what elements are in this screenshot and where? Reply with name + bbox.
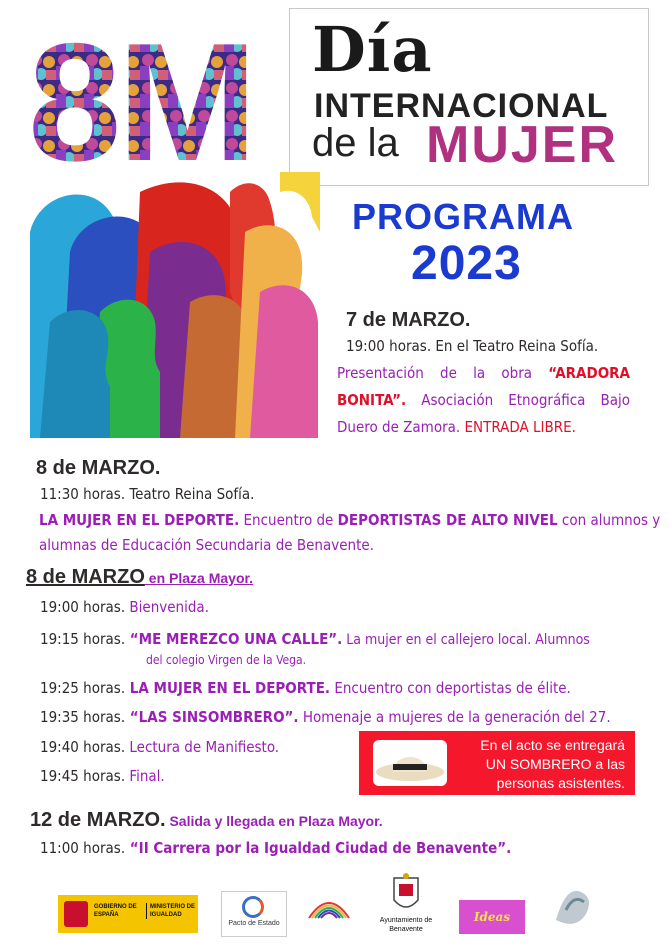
schedule-item — [40, 708, 611, 726]
ideas-logo — [459, 900, 525, 934]
hat-icon — [373, 740, 447, 786]
day8b-heading — [26, 566, 253, 589]
gobierno-text: GOBIERNO DE ESPAÑA — [94, 904, 137, 918]
day8a-line2 — [39, 511, 661, 529]
pacto-text: Pacto de Estado — [228, 920, 280, 927]
schedule-time: 19:00 horas. — [40, 598, 126, 616]
day8b-place: en Plaza Mayor. — [144, 570, 254, 586]
day12-text: “II Carrera por la Igualdad Ciudad de Benavente”. — [125, 839, 512, 857]
day7-line4 — [337, 418, 576, 436]
ideas-text: Ideas — [473, 910, 511, 924]
day7-line1: 19:00 horas. En el Teatro Reina Sofía. — [346, 337, 599, 355]
pacto-circle-icon — [242, 896, 264, 918]
schedule-item — [40, 767, 165, 785]
year-heading: 2023 — [411, 237, 522, 290]
coat-of-arms-icon — [64, 901, 88, 927]
day12-line — [40, 839, 511, 857]
sombrero-notice — [359, 731, 635, 795]
club-logo — [546, 880, 604, 934]
schedule-title: Bienvenida. — [125, 598, 209, 616]
day8a-encuentro: Encuentro de — [239, 511, 338, 529]
ministerio-text: MINISTERIO DE IGUALDAD — [146, 903, 198, 919]
day7-obra-title-end: BONITA”. — [337, 391, 407, 409]
schedule-title: Lectura de Manifiesto. — [125, 738, 280, 756]
day8a-line3: alumnas de Educación Secundaria de Benavente. — [39, 536, 374, 554]
day8a-deportistas: DEPORTISTAS DE ALTO NIVEL — [337, 511, 558, 529]
schedule-time: 19:35 horas. — [40, 708, 126, 726]
day8a-line1: 11:30 horas. Teatro Reina Sofía. — [40, 485, 255, 503]
8m-logo — [28, 24, 260, 166]
schedule-text: Encuentro con deportistas de élite. — [330, 679, 571, 697]
day8a-alumnos: con alumnos y — [557, 511, 661, 529]
day7-presentacion: Presentación de la obra — [337, 364, 549, 382]
day8a-date: 8 de MARZO. — [36, 457, 161, 479]
notice-line2: UN SOMBRERO a las — [485, 756, 625, 772]
schedule-text: La mujer en el callejero local. Alumnos — [342, 632, 590, 648]
title-dela: de la — [312, 121, 399, 165]
ayuntamiento-text: Ayuntamiento de Benavente — [379, 917, 433, 933]
gobierno-logo — [58, 895, 198, 933]
schedule-time: 19:25 horas. — [40, 679, 126, 697]
day7-entrada-libre: ENTRADA LIBRE. — [464, 418, 576, 436]
title-internacional: INTERNACIONAL — [314, 87, 609, 125]
programa-heading: PROGRAMA — [352, 196, 574, 237]
day7-line2 — [337, 364, 630, 382]
day8b-date: 8 de MARZO — [26, 566, 145, 588]
notice-line3: personas asistentes. — [496, 775, 625, 791]
women-silhouettes-illustration — [30, 172, 320, 438]
schedule-item — [40, 598, 209, 616]
day7-obra-title: “ARADORA — [548, 364, 630, 382]
schedule-time: 19:15 horas. — [40, 630, 126, 648]
pacto-estado-logo — [221, 891, 287, 937]
schedule-time: 19:40 horas. — [40, 738, 126, 756]
day12-time: 11:00 horas. — [40, 839, 126, 857]
day7-asociacion: Asociación Etnográfica Bajo — [406, 391, 630, 409]
schedule-title: Final. — [125, 767, 165, 785]
shield-icon — [377, 872, 435, 916]
notice-line1: En el acto se entregará — [480, 737, 625, 753]
day8a-mujer-deporte: LA MUJER EN EL DEPORTE. — [39, 511, 240, 529]
schedule-title: “LAS SINSOMBRERO”. — [125, 708, 299, 726]
title-mujer: MUJER — [426, 116, 619, 174]
day12-heading — [30, 809, 383, 832]
day7-line3 — [337, 391, 630, 409]
title-box — [289, 8, 649, 186]
day12-place: Salida y llegada en Plaza Mayor. — [165, 813, 383, 829]
schedule-item — [40, 630, 635, 648]
day12-date: 12 de MARZO. — [30, 809, 166, 831]
day7-duero: Duero de Zamora. — [337, 418, 465, 436]
day7-date: 7 de MARZO. — [346, 309, 471, 331]
schedule-item — [40, 738, 279, 756]
schedule-time: 19:45 horas. — [40, 767, 126, 785]
schedule-subtext: del colegio Virgen de la Vega. — [146, 653, 307, 667]
schedule-item — [40, 679, 571, 697]
schedule-text: Homenaje a mujeres de la generación del 27. — [298, 708, 611, 726]
schedule-title: LA MUJER EN EL DEPORTE. — [125, 679, 331, 697]
schedule-title: “ME MEREZCO UNA CALLE”. — [125, 630, 343, 648]
title-dia: Día — [312, 13, 433, 86]
ayuntamiento-logo — [377, 872, 435, 942]
castilla-leon-logo — [307, 888, 351, 934]
